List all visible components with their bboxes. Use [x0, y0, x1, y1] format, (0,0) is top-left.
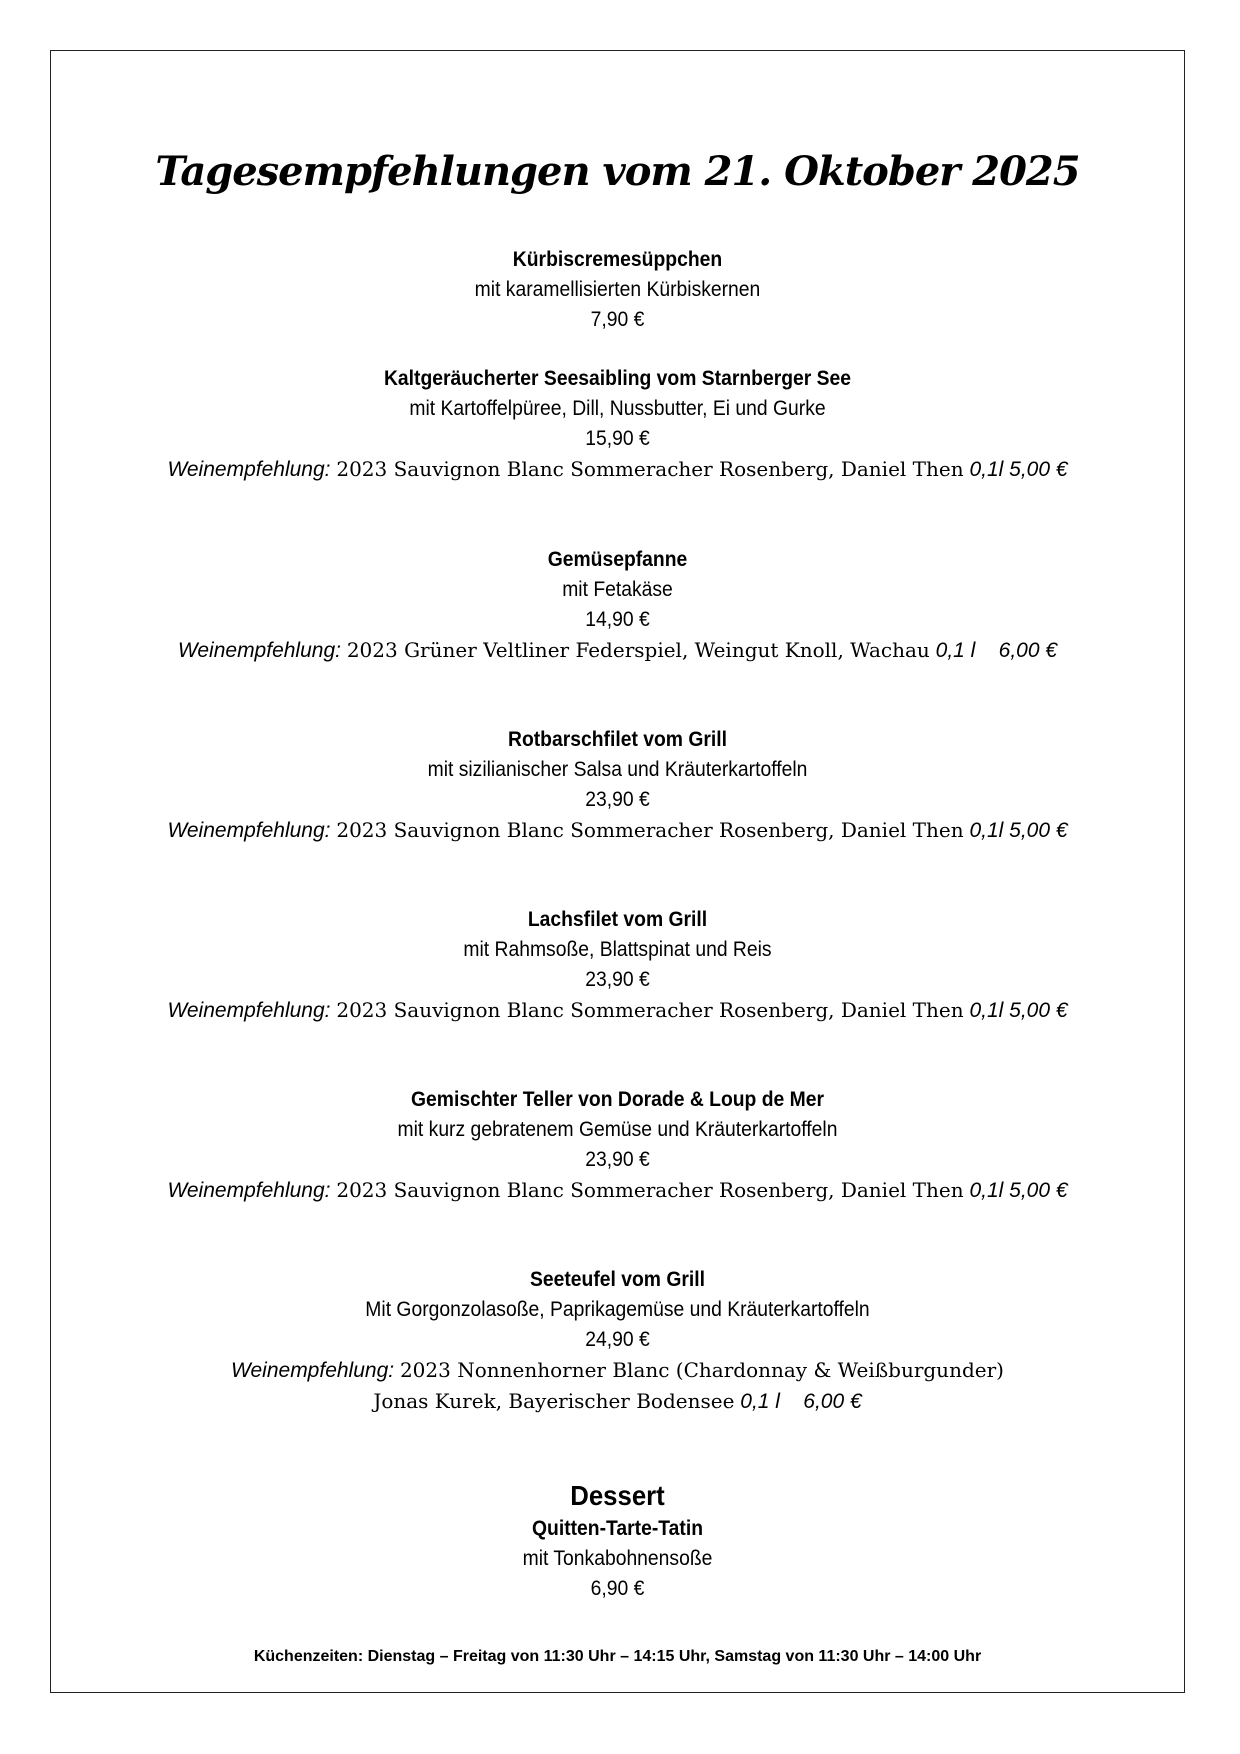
dessert-heading: Dessert: [570, 1480, 665, 1511]
dish-price: 24,90 €: [585, 1328, 650, 1351]
wine-name: 2023 Sauvignon Blanc Sommeracher Rosenberg, Daniel Then: [336, 457, 964, 481]
kitchen-hours: Küchenzeiten: Dienstag – Freitag von 11:30 Uhr – 14:15 Uhr, Samstag von 11:30 Uhr – 14:00 Uhr: [253, 1648, 982, 1665]
dish-name: Seeteufel vom Grill: [529, 1268, 706, 1291]
dish-item: [50, 1085, 1185, 1206]
dish-item: [50, 545, 1185, 666]
dish-item: [50, 905, 1185, 1026]
wine-producer: Jonas Kurek, Bayerischer Bodensee: [373, 1389, 735, 1413]
dessert-description: mit Tonkabohnensoße: [522, 1547, 713, 1570]
dish-price: 23,90 €: [585, 968, 650, 991]
wine-name: 2023 Grüner Veltliner Federspiel, Weingut Knoll, Wachau: [346, 638, 930, 662]
dish-price: 7,90 €: [590, 308, 645, 331]
dish-price: 23,90 €: [585, 1148, 650, 1171]
wine-recommendation: [50, 635, 1185, 666]
wine-recommendation-line2: [50, 1386, 1185, 1417]
dish-name: Lachsfilet vom Grill: [527, 908, 708, 931]
dish-name: Gemüsepfanne: [547, 548, 688, 571]
dish-description: mit karamellisierten Kürbiskernen: [474, 278, 761, 301]
wine-amount: 0,1l 5,00 €: [969, 458, 1068, 481]
dish-name: Gemischter Teller von Dorade & Loup de Mer: [411, 1088, 824, 1111]
dish-item: [50, 364, 1185, 485]
dessert-price: 6,90 €: [590, 1577, 645, 1600]
dish-name: Rotbarschfilet vom Grill: [507, 728, 727, 751]
wine-label: Weinempfehlung:: [167, 1179, 331, 1202]
dish-item: [50, 725, 1185, 846]
dish-description: Mit Gorgonzolasoße, Paprikagemüse und Kräuterkartoffeln: [365, 1298, 870, 1321]
wine-label: Weinempfehlung:: [167, 999, 331, 1022]
wine-amount: 0,1 l 6,00 €: [935, 639, 1058, 662]
wine-amount: 0,1l 5,00 €: [969, 819, 1068, 842]
dessert-section: [50, 1478, 1185, 1604]
wine-recommendation: [50, 1175, 1185, 1206]
dish-description: mit Kartoffelpüree, Dill, Nussbutter, Ei und Gurke: [409, 397, 826, 420]
wine-recommendation: [50, 815, 1185, 846]
dish-item: [50, 1265, 1185, 1417]
dish-name: Kaltgeräucherter Seesaibling vom Starnberger See: [383, 367, 852, 390]
wine-amount: 0,1l 5,00 €: [969, 1179, 1068, 1202]
dish-description: mit sizilianischer Salsa und Kräuterkartoffeln: [427, 758, 808, 781]
dessert-name: Quitten-Tarte-Tatin: [531, 1517, 704, 1540]
wine-name: 2023 Sauvignon Blanc Sommeracher Rosenberg, Daniel Then: [336, 998, 964, 1022]
dish-price: 23,90 €: [585, 788, 650, 811]
dish-price: 14,90 €: [585, 608, 650, 631]
wine-amount: 0,1l 5,00 €: [969, 999, 1068, 1022]
wine-amount: 0,1 l 6,00 €: [740, 1390, 862, 1413]
dish-description: mit Fetakäse: [562, 578, 673, 601]
wine-name: 2023 Nonnenhorner Blanc (Chardonnay & Weißburgunder): [399, 1358, 1004, 1382]
dish-name: Kürbiscremesüppchen: [512, 248, 723, 271]
page-title: Tagesempfehlungen vom 21. Oktober 2025: [155, 148, 1080, 195]
wine-recommendation: [50, 1355, 1185, 1386]
wine-label: Weinempfehlung:: [167, 819, 331, 842]
wine-label: Weinempfehlung:: [177, 639, 341, 662]
dish-description: mit kurz gebratenem Gemüse und Kräuterkartoffeln: [397, 1118, 838, 1141]
dish-price: 15,90 €: [585, 427, 650, 450]
wine-label: Weinempfehlung:: [231, 1359, 395, 1382]
wine-name: 2023 Sauvignon Blanc Sommeracher Rosenberg, Daniel Then: [336, 1178, 964, 1202]
wine-recommendation: [50, 454, 1185, 485]
dish-item: [50, 245, 1185, 335]
wine-name: 2023 Sauvignon Blanc Sommeracher Rosenberg, Daniel Then: [336, 818, 964, 842]
wine-label: Weinempfehlung:: [167, 458, 331, 481]
dish-description: mit Rahmsoße, Blattspinat und Reis: [463, 938, 772, 961]
wine-recommendation: [50, 995, 1185, 1026]
